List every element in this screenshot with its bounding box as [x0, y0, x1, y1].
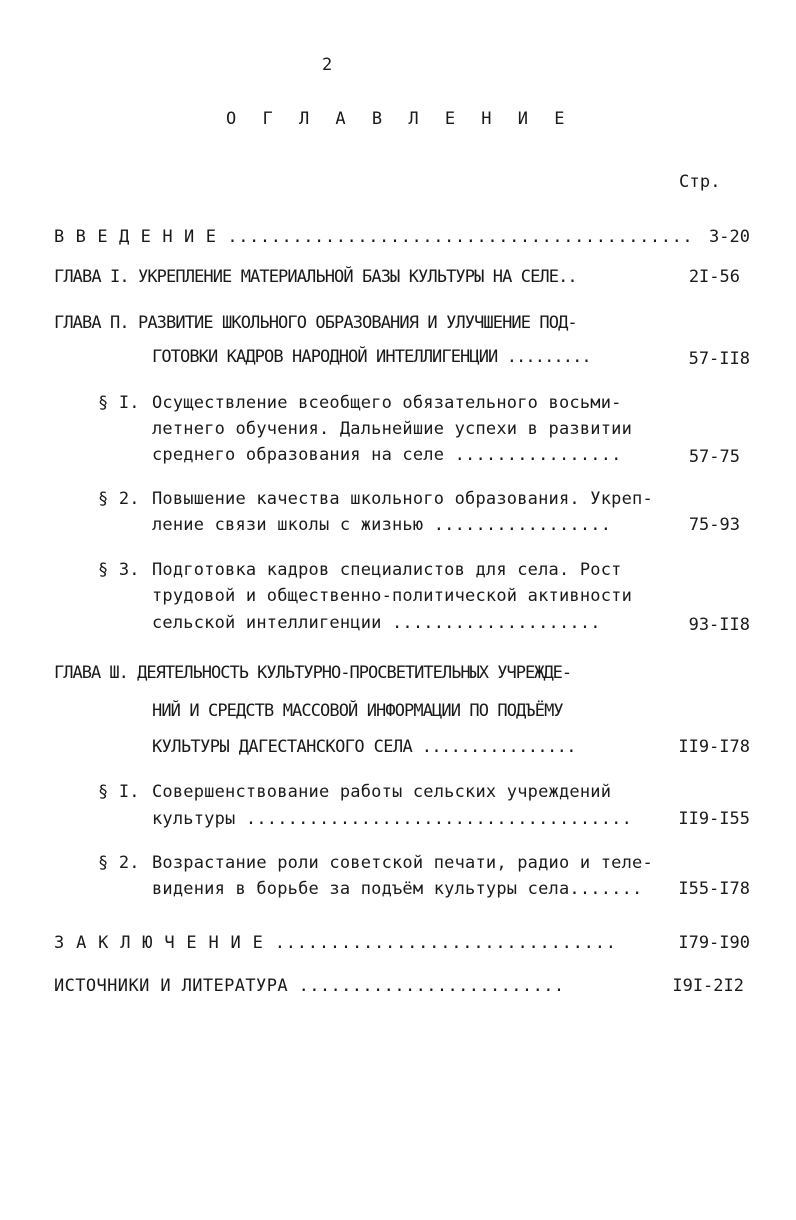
toc-section-2-2-pages: 75-93 [688, 515, 740, 535]
toc-title: О Г Л А В Л Е Н И Е [226, 109, 573, 129]
toc-section-2-3-pages: 93-II8 [688, 615, 750, 635]
toc-chapter-2-line-2: ГОТОВКИ КАДРОВ НАРОДНОЙ ИНТЕЛЛИГЕНЦИИ ......... [152, 347, 591, 367]
section-mark: § I. [98, 393, 140, 413]
toc-sources: ИСТОЧНИКИ И ЛИТЕРАТУРА ......................... [54, 976, 565, 996]
toc-chapter-3-pages: II9-I78 [678, 737, 750, 757]
toc-section-2-1-line-2: летнего обучения. Дальнейшие успехи в развитии [152, 419, 633, 439]
toc-section-2-3-line-3: сельской интеллигенции .................... [152, 613, 601, 633]
toc-section-3-1-pages: II9-I55 [678, 809, 750, 829]
toc-section-3-2-line-1: Возрастание роли советской печати, радио и теле- [152, 853, 653, 873]
toc-chapter-2-line-1: ГЛАВА П. РАЗВИТИЕ ШКОЛЬНОГО ОБРАЗОВАНИЯ И УЛУЧШЕНИЕ ПОД- [54, 313, 577, 333]
toc-entry-intro: В В Е Д Е Н И Е ........................................... [54, 227, 694, 247]
toc-chapter-3-line-3: КУЛЬТУРЫ ДАГЕСТАНСКОГО СЕЛА ................ [152, 737, 576, 757]
toc-sources-pages: I9I-2I2 [672, 976, 744, 996]
toc-section-3-2-pages: I55-I78 [678, 879, 750, 899]
toc-chapter-3-line-1: ГЛАВА Ш. ДЕЯТЕЛЬНОСТЬ КУЛЬТУРНО-ПРОСВЕТИТЕЛЬНЫХ УЧРЕЖДЕ- [54, 663, 572, 683]
toc-section-2-2-line-2: ление связи школы с жизнью ................. [152, 515, 612, 535]
section-mark: § 2. [98, 489, 140, 509]
toc-section-2-3-line-2: трудовой и общественно-политической активности [152, 586, 633, 606]
toc-section-3-1-line-1: Совершенствование работы сельских учреждений [152, 782, 612, 802]
toc-section-2-3-line-1: Подготовка кадров специалистов для села. Рост [152, 560, 622, 580]
toc-conclusion: З А К Л Ю Ч Е Н И Е ............................... [54, 933, 617, 953]
toc-chapter-1: ГЛАВА I. УКРЕПЛЕНИЕ МАТЕРИАЛЬНОЙ БАЗЫ КУЛЬТУРЫ НА СЕЛЕ.. [54, 267, 577, 287]
toc-chapter-1-pages: 2I-56 [688, 267, 740, 287]
toc-section-2-1-pages: 57-75 [688, 447, 740, 467]
toc-conclusion-pages: I79-I90 [678, 933, 750, 953]
toc-section-2-2-line-1: Повышение качества школьного образования. Укреп- [152, 489, 653, 509]
toc-section-2-1-line-3: среднего образования на селе ................ [152, 445, 622, 465]
section-mark: § I. [98, 782, 140, 802]
toc-chapter-3-line-2: НИЙ И СРЕДСТВ МАССОВОЙ ИНФОРМАЦИИ ПО ПОДЪЁМУ [152, 701, 563, 721]
section-mark: § 3. [98, 560, 140, 580]
toc-section-2-1-line-1: Осуществление всеобщего обязательного восьми- [152, 393, 622, 413]
toc-chapter-2-pages: 57-II8 [688, 349, 750, 369]
toc-entry-intro-pages: 3-20 [709, 227, 750, 247]
toc-section-3-2-line-2: видения в борьбе за подъём культуры села....... [152, 879, 643, 899]
page-number: 2 [322, 55, 333, 75]
toc-section-3-1-line-2: культуры ..................................... [152, 809, 633, 829]
page-column-label: Стр. [679, 172, 721, 192]
section-mark: § 2. [98, 853, 140, 873]
